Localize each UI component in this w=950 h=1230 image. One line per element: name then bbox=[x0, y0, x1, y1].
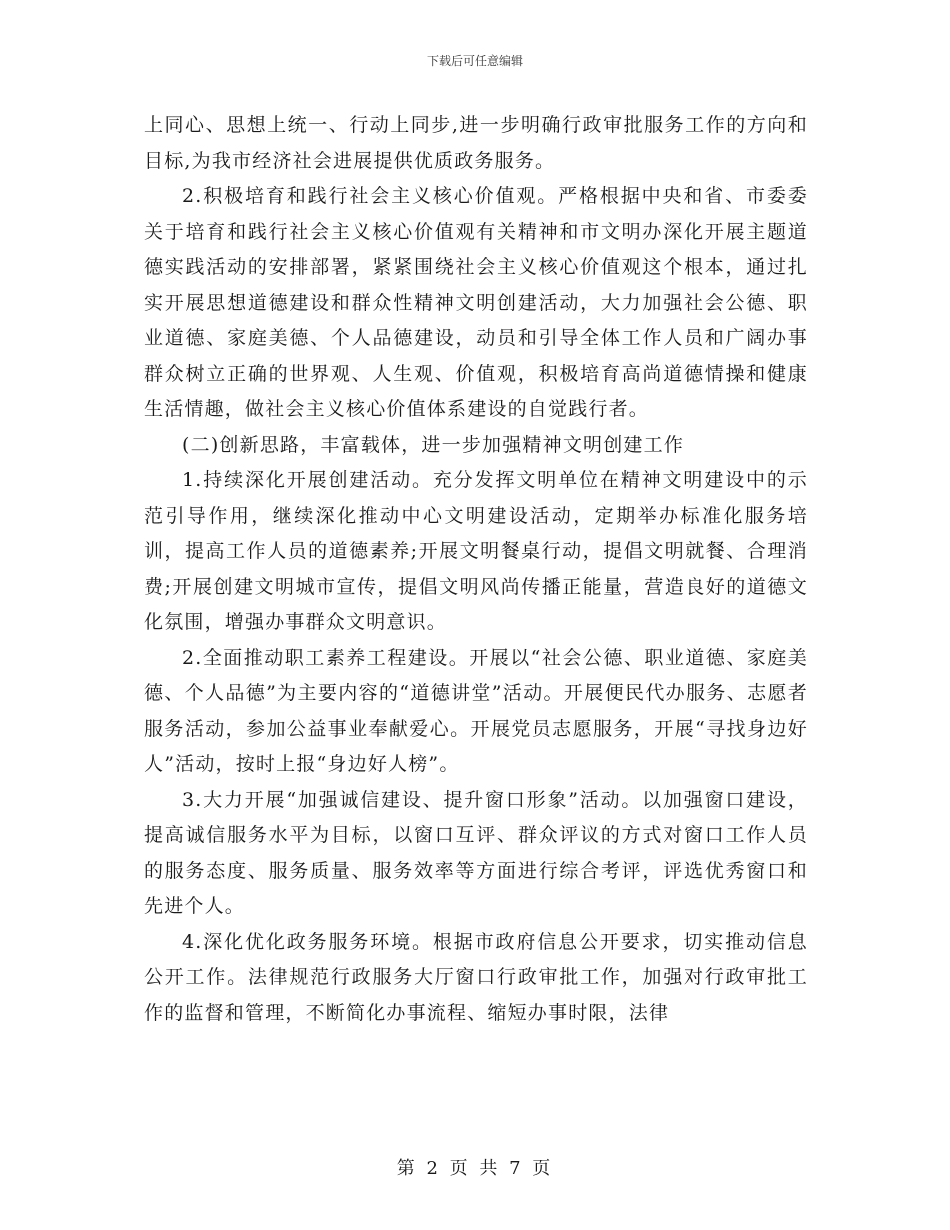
page-header-note: 下载后可任意编辑 bbox=[426, 54, 523, 68]
document-body bbox=[144, 108, 808, 1031]
paragraph-creation-activities: 1.持续深化开展创建活动。充分发挥文明单位在精神文明建设中的示范引导作用，继续深化推动中心文明建设活动，定期举办标准化服务培训，提高工作人员的道德素养;开展文明餐桌行动，提倡文明就餐、合理消费;开展创建文明城市宣传，提倡文明风尚传播正能量，营造良好的道德文化氛围，增强办事群众文明意识。 bbox=[144, 469, 808, 633]
page-number: 第 2 页 共 7 页 bbox=[396, 1158, 554, 1179]
paragraph-core-values: 2.积极培育和践行社会主义核心价值观。严格根据中央和省、市委委关于培育和践行社会主义核心价值观有关精神和市文明办深化开展主题道德实践活动的安排部署，紧紧围绕社会主义核心价值观这个根本，通过扎实开展思想道德建设和群众性精神文明创建活动，大力加强社会公德、职业道德、家庭美德、个人品德建设，动员和引导全体工作人员和广阔办事群众树立正确的世界观、人生观、价值观，积极培育高尚道德情操和健康生活情趣，做社会主义核心价值体系建设的自觉践行者。 bbox=[144, 185, 808, 420]
section-heading-2: (二)创新思路，丰富载体，进一步加强精神文明创建工作 bbox=[182, 433, 685, 456]
paragraph-integrity-building: 3.大力开展“加强诚信建设、提升窗口形象”活动。以加强窗口建设，提高诚信服务水平为目标，以窗口互评、群众评议的方式对窗口工作人员的服务态度、服务质量、服务效率等方面进行综合考评，评选优秀窗口和先进个人。 bbox=[144, 788, 808, 917]
paragraph-continuation: 上同心、思想上统一、行动上同步,进一步明确行政审批服务工作的方向和目标,为我市经济社会进展提供优质政务服务。 bbox=[144, 114, 808, 172]
paragraph-staff-quality: 2.全面推动职工素养工程建设。开展以“社会公德、职业道德、家庭美德、个人品德”为主要内容的“道德讲堂”活动。开展便民代办服务、志愿者服务活动，参加公益事业奉献爱心。开展党员志愿服务，开展“寻找身边好人”活动，按时上报“身边好人榜”。 bbox=[144, 646, 808, 775]
paragraph-service-environment: 4.深化优化政务服务环境。根据市政府信息公开要求，切实推动信息公开工作。法律规范行政服务大厅窗口行政审批工作，加强对行政审批工作的监督和管理，不断简化办事流程、缩短办事时限，法律 bbox=[144, 930, 808, 1024]
